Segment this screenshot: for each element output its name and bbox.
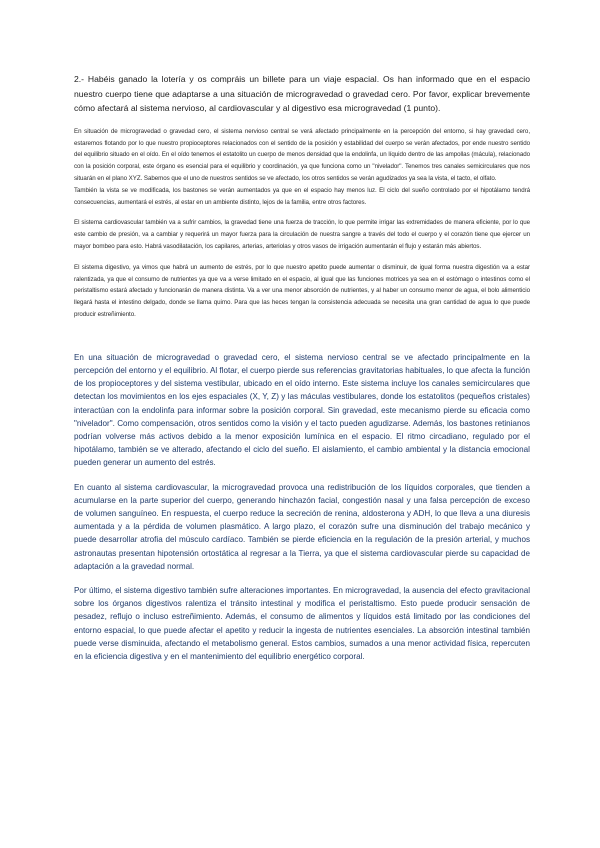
draft-paragraph-digestive: El sistema digestivo, ya vimos que habrá un aumento de estrés, por lo que nuestro apetito puede aumentar o disminuir, de igual forma nuestra digestión va a estar ralentizada, ya que el consumo de nutrientes ya que va a verse limitado en el espacio, al igual que las funciones motrices ya sea en el estómago o intestinos como el peristaltismo estará afectado y funcionarán de manera distinta. Va a ver una menor absorción de nutrientes, y al haber un consumo menor de agua, el bolo alimenticio llegará hasta el intestino delgado, donde se llama quimo. Para que las heces tengan la consistencia adecuada se necesita una gran cantidad de agua lo que puede producir estreñimiento. (74, 263, 530, 318)
draft-paragraph-vision-sleep: También la vista se ve modificada, los bastones se verán aumentados ya que en el espacio hay menos luz. El ciclo del sueño controlado por el hipotálamo tendrá consecuencias, aumentará el estrés, al estar en un ambiente distinto, lejos de la familia, entre otros factores. (74, 186, 530, 206)
final-paragraph-nervous: En una situación de microgravedad o gravedad cero, el sistema nervioso central se ve afectado principalmente en la percepción del entorno y el equilibrio. Al flotar, el cuerpo pierde sus referencias gravitatorias habituales, lo que afecta la función de los propioceptores y del sistema vestibular, ubicado en el oído interno. Este sistema incluye los canales semicirculares que detectan los movimientos en los ejes espaciales (X, Y, Z) y las máculas vestibulares, donde los estatolitos (pequeños cristales) interactúan con la endolinfa para informar sobre la posición corporal. Sin gravedad, este mecanismo pierde su eficacia como "nivelador". Como compensación, otros sentidos como la visión y el tacto pueden agudizarse. Además, los bastones retinianos podrían volverse más activos debido a la menor exposición lumínica en el espacio. El ritmo circadiano, regulado por el hipotálamo, también se ve alterado, afectando el ciclo del sueño. El aislamiento, el cambio ambiental y la distancia emocional pueden generar un aumento del estrés. (74, 352, 530, 468)
draft-paragraph-nervous: En situación de microgravedad o gravedad cero, el sistema nervioso central se verá afectado principalmente en la percepción del entorno, si hay gravedad cero, estaremos flotando por lo que nuestro propioceptores relacionados con el sentido de la posición y estabilidad del cuerpo se verán afectados, por ende nuestro sentido del equilibrio situado en el oído. En el oído tenemos el estatolito un cuerpo de menos densidad que la endolinfa, un líquido dentro de las ampollas (mácula), relacionado con la posición corporal, este órgano es esencial para el equilibrio y coordinación, ya que funciona como un "nivelador". Tenemos tres canales semicirculares que nos situarán en el plano XYZ. Sabemos que el uno de nuestros sentidos se ve afectado, los otros sentidos se verán agudizados ya sea la vista, el tacto, el olfato. (74, 127, 530, 182)
document-page (74, 72, 530, 674)
final-paragraph-cardiovascular: En cuanto al sistema cardiovascular, la microgravedad provoca una redistribución de los líquidos corporales, que tienden a acumularse en la parte superior del cuerpo, generando hinchazón facial, congestión nasal y una falsa percepción de exceso de volumen sanguíneo. En respuesta, el cuerpo reduce la secreción de renina, aldosterona y ADH, lo que lleva a una diuresis aumentada y a la pérdida de volumen plasmático. A largo plazo, el corazón sufre una disminución del trabajo mecánico y puede desarrollar atrofia del músculo cardíaco. También se pierde eficiencia en la regulación de la presión arterial, y muchos astronautas presentan hipotensión ortostática al regresar a la Tierra, ya que el sistema cardiovascular pierde su capacidad de adaptación a la gravedad normal. (74, 482, 530, 571)
final-answer (74, 351, 530, 663)
final-paragraph-digestive: Por último, el sistema digestivo también sufre alteraciones importantes. En microgravedad, la ausencia del efecto gravitacional sobre los órganos digestivos ralentiza el tránsito intestinal y modifica el peristaltismo. Esto puede producir sensación de pesadez, reflujo o incluso estreñimiento. Además, el consumo de alimentos y líquidos está limitado por las condiciones del entorno espacial, lo que puede afectar el apetito y reducir la ingesta de nutrientes esenciales. La absorción intestinal también puede verse disminuida, afectando el metabolismo general. Estos cambios, sumados a una menor actividad física, repercuten en la eficiencia digestiva y en el mantenimiento del equilibrio energético corporal. (74, 585, 530, 661)
draft-answer (74, 126, 530, 321)
question-text: 2.- Habéis ganado la lotería y os compráis un billete para un viaje espacial. Os han informado que en el espacio nuestro cuerpo tiene que adaptarse a una situación de microgravedad o gravedad cero. Por favor, explicar brevemente cómo afectará al sistema nervioso, al cardiovascular y al digestivo esa microgravedad (1 punto). (74, 74, 530, 114)
draft-paragraph-cardiovascular: El sistema cardiovascular también va a sufrir cambios, la gravedad tiene una fuerza de tracción, lo que permite irrigar las extremidades de manera eficiente, por lo que este cambio de presión, va a cambiar y requerirá un mayor fuerza para la circulación de nuestra sangre a través del todo el cuerpo y el corazón tiene que ejercer un mayor bombeo para esto. Habrá vasodilatación, los capilares, arterias, arteriolas y otros vasos de irrigación aumentarán el flujo y estarán más abiertos. (74, 219, 530, 250)
